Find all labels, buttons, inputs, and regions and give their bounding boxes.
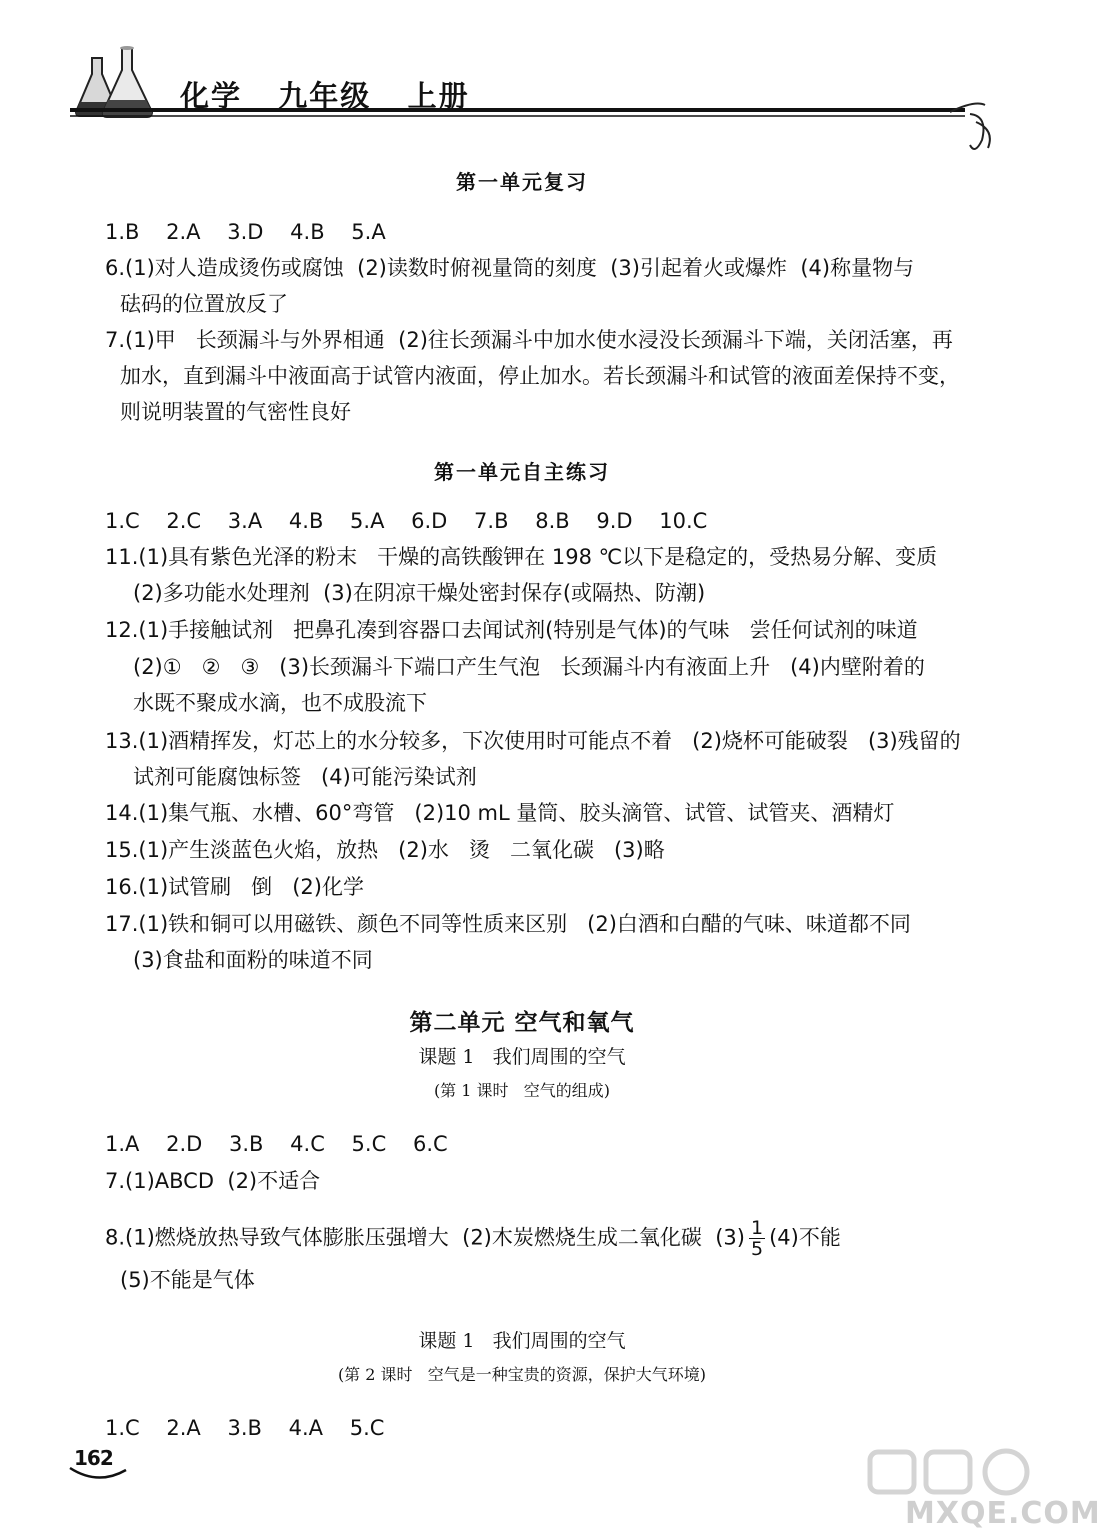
page-number: 162 — [74, 1446, 113, 1470]
answer-line: 7.(1)ABCD (2)不适合 — [105, 1169, 321, 1193]
section-title: 第一单元自主练习 — [434, 460, 610, 484]
answer-line-with-fraction — [105, 1218, 841, 1259]
answer-line: 7.(1)甲 长颈漏斗与外界相通 (2)往长颈漏斗中加水使水浸没长颈漏斗下端，关闭活塞，再 — [105, 328, 953, 352]
watermark-logo — [868, 1448, 1038, 1498]
answer-line: 1.A 2.D 3.B 4.C 5.C 6.C — [105, 1132, 448, 1156]
answer-line: (3)食盐和面粉的味道不同 — [133, 948, 373, 972]
answer-line: (2)多功能水处理剂 (3)在阴凉干燥处密封保存(或隔热、防潮) — [133, 581, 706, 605]
answer-line: 砝码的位置放反了 — [120, 292, 288, 316]
fraction — [749, 1218, 765, 1259]
answer-line: 11.(1)具有紫色光泽的粉末 干燥的高铁酸钾在 198 ℃以下是稳定的，受热易分解、变质 — [105, 545, 938, 569]
answer-text: 8.(1)燃烧放热导致气体膨胀压强增大 (2)木炭燃烧生成二氧化碳 (3) — [105, 1225, 745, 1250]
answer-line: 则说明装置的气密性良好 — [120, 400, 351, 424]
header-rule — [70, 100, 1000, 170]
answer-line: 12.(1)手接触试剂 把鼻孔凑到容器口去闻试剂(特别是气体)的气味 尝任何试剂的味道 — [105, 618, 918, 642]
answer-line: 14.(1)集气瓶、水槽、60°弯管 (2)10 mL 量筒、胶头滴管、试管、试管夹、酒精灯 — [105, 801, 895, 825]
page-header — [70, 40, 1000, 170]
lesson-subtitle: (第 1 课时 空气的组成) — [433, 1081, 611, 1100]
answer-line: (2)① ② ③ (3)长颈漏斗下端口产生气泡 长颈漏斗内有液面上升 (4)内壁附着的 — [133, 655, 925, 679]
answer-line: 13.(1)酒精挥发，灯芯上的水分较多，下次使用时可能点不着 (2)烧杯可能破裂 (3)残留的 — [105, 729, 961, 753]
answer-line: 17.(1)铁和铜可以用磁铁、颜色不同等性质来区别 (2)白酒和白醋的气味、味道都不同 — [105, 912, 911, 936]
answer-line: 15.(1)产生淡蓝色火焰，放热 (2)水 烫 二氧化碳 (3)略 — [105, 838, 665, 862]
answer-line: 加水，直到漏斗中液面高于试管内液面，停止加水。若长颈漏斗和试管的液面差保持不变， — [120, 364, 960, 388]
fraction-numerator: 1 — [750, 1217, 764, 1239]
answer-text: (4)不能 — [769, 1225, 841, 1250]
watermark-text: MXQE.COM — [905, 1496, 1101, 1531]
unit-title: 第二单元 空气和氧气 — [409, 1010, 635, 1036]
answer-line: 1.C 2.A 3.B 4.A 5.C — [105, 1416, 385, 1440]
answer-line: 6.(1)对人造成烫伤或腐蚀 (2)读数时俯视量筒的刻度 (3)引起着火或爆炸 (4)称量物与 — [105, 256, 915, 280]
fraction-denominator: 5 — [750, 1238, 764, 1260]
page-title: 化学 九年级 上册 — [180, 79, 470, 113]
section-title: 第一单元复习 — [456, 170, 588, 194]
answer-line: 1.C 2.C 3.A 4.B 5.A 6.D 7.B 8.B 9.D 10.C — [105, 509, 708, 533]
lesson-title: 课题 1 我们周围的空气 — [418, 1046, 626, 1068]
answer-line: 试剂可能腐蚀标签 (4)可能污染试剂 — [133, 765, 477, 789]
answer-line: (5)不能是气体 — [120, 1268, 255, 1292]
lesson-subtitle: (第 2 课时 空气是一种宝贵的资源，保护大气环境) — [337, 1365, 707, 1384]
answer-line: 16.(1)试管刷 倒 (2)化学 — [105, 875, 364, 899]
answer-line: 水既不聚成水滴，也不成股流下 — [133, 691, 427, 715]
answer-line: 1.B 2.A 3.D 4.B 5.A — [105, 220, 386, 244]
lesson-title: 课题 1 我们周围的空气 — [418, 1330, 626, 1352]
page-number-curve — [68, 1466, 128, 1484]
